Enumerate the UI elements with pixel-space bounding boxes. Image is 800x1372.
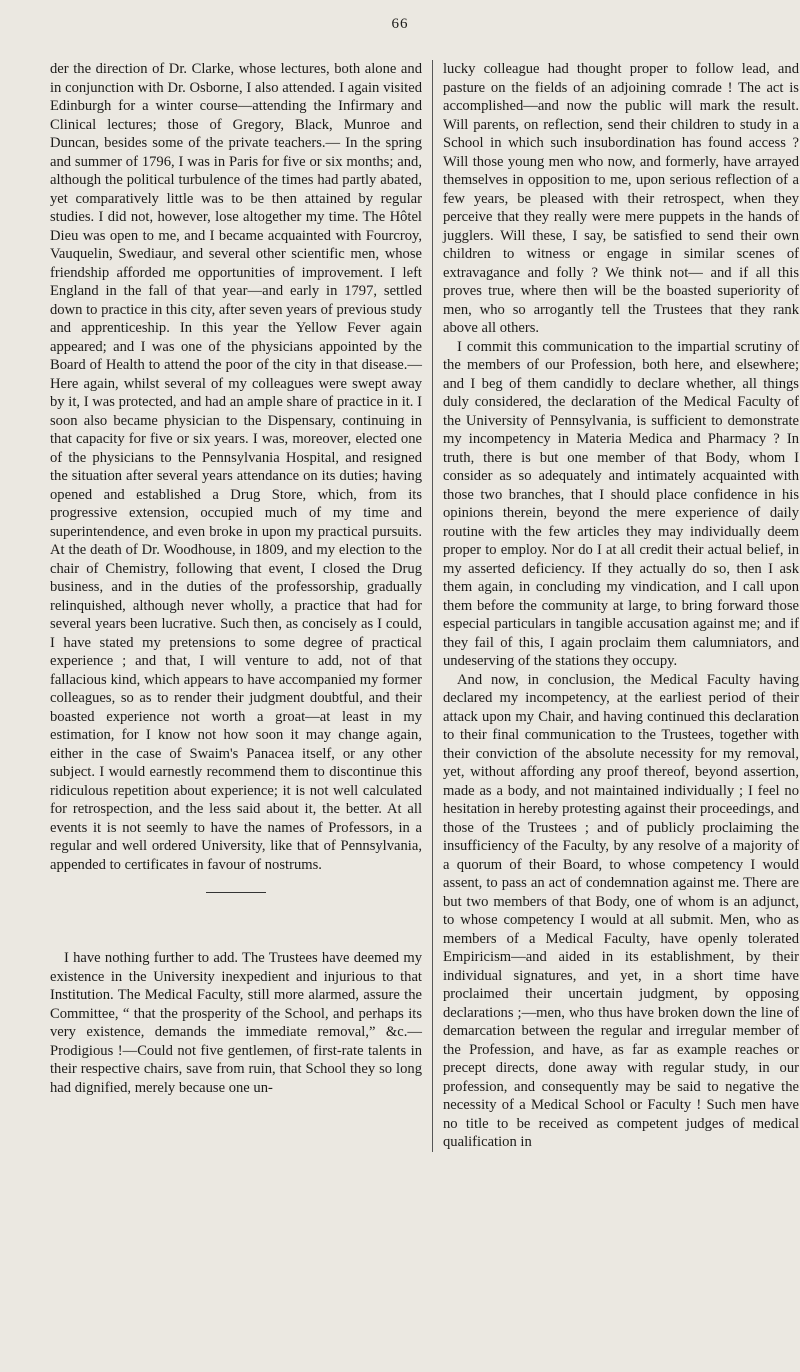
right-column (432, 60, 799, 1152)
spacer (50, 911, 422, 949)
page-number: 66 (391, 16, 409, 32)
paragraph: I commit this communication to the impartial scrutiny of the members of our Profession, both here, and elsewhere; and I beg of them candidly to declare whether, all things duly considered, the declaration of the Medical Faculty of the University of Pennsylvania, is sufficient to demonstrate my incompetency in Materia Medica and Pharmacy ? In truth, there is but one member of that Body, whom I consider as so adequately and intimately acquainted with those two branches, that I should place confidence in his opinions therein, beyond the mere experience of daily routine with the few articles they may individually deem proper to employ. Nor do I at all credit their actual belief, in my asserted deficiency. If they actually do so, then I ask them again, in concluding my vindication, and I call upon them before the community at large, to bring forward those especial particulars in tangible accusation against me; and if they fail of this, I again proclaim them calumniators, and undeserving of the stations they occupy. (443, 338, 799, 669)
paragraph: And now, in conclusion, the Medical Faculty having declared my incompetency, at the earliest period of their attack upon my Chair, and having continued this declaration to their final communication to the Trustees, together with their conviction of the absolute necessity for my removal, yet, without affording any proof thereof, beyond assertion, made as a body, and not maintained individually ; I feel no hesitation in hereby protesting against their proceedings, and those of the Trustees ; and of publicly proclaiming the insufficiency of the Faculty, by any resolve of a majority of a quorum of their Board, to whose competency I would assent, to pass an act of condemnation against me. There are but two members of that Body, one of whom is an adjunct, to whose competency I would at all submit. Men, who as members of a Medical Faculty, have openly tolerated Empiricism—and aided in its establishment, by their individual signatures, and yet, in a short time have proclaimed their uncertain judgment, by opposing declarations ;—men, who thus have broken down the line of demarcation between the regular and irregular member of the Profession, and have, as far as example reaches or precept directs, done away with regular study, in our profession, and consequently may be said to negative the necessity of a Medical School or Faculty ! Such men have no title to be received as competent judges of medical qualification in (443, 671, 799, 1150)
left-column (50, 60, 422, 1097)
section-divider (206, 892, 266, 893)
paragraph: lucky colleague had thought proper to follow lead, and pasture on the fields of an adjoining comrade ! The act is accomplished—and now the public will mark the result. Will parents, on reflection, send their children to study in a School in which such insubordination has found access ? Will those young men who now, and formerly, have arrayed themselves in opposition to me, upon serious reflection of a few years, be pleased with their retrospect, when they perceive that they really were mere puppets in the hands of jugglers. Will these, I say, be satisfied to send their own children to witness or engage in similar scenes of extravagance and folly ? We think not— and if all this proves true, where then will be the boasted superiority of men, who so arrogantly tell the Trustees that they rank above all others. (443, 61, 799, 336)
paragraph: I have nothing further to add. The Trustees have deemed my existence in the University inexpedient and injurious to that Institution. The Medical Faculty, still more alarmed, assure the Committee, “ that the prosperity of the School, and perhaps its very existence, demands the immediate removal,” &c.—Prodigious !—Could not five gentlemen, of first-rate talents in their respective chairs, save from ruin, that School they so long had dignified, merely because one un- (50, 950, 422, 1096)
paragraph: der the direction of Dr. Clarke, whose lectures, both alone and in conjunction with Dr. Osborne, I also attended. I again visited Edinburgh for a winter course—attending the Infirmary and Clinical lectures; those of Gregory, Black, Munroe and Duncan, besides some of the private teachers.— In the spring and summer of 1796, I was in Paris for five or six months; and, although the political turbulence of the times had partly abated, yet comparatively little was to be then attained by regular studies. I did not, however, lose altogether my time. The Hôtel Dieu was open to me, and I became acquainted with Fourcroy, Vauquelin, Swediaur, and several other scientific men, whose friendship afforded me opportunities of improvement. I left England in the fall of that year—and early in 1797, settled down to practice in this city, after seven years of previous study and apprenticeship. In this year the Yellow Fever again appeared; and I was one of the physicians appointed by the Board of Health to attend the poor of the city in that disease.— Here again, whilst several of my colleagues were swept away by it, I was protected, and had an ample share of practice in it. I soon also became physician to the Dispensary, continuing in that capacity for five or six years. I was, moreover, elected one of the physicians to the Pennsylvania Hospital, and resigned the situation after several years attendance on its duties; having opened and established a Drug Store, which, from its progressive extension, occupied much of my time and superintendence, and even broke in upon my practical pursuits. At the death of Dr. Woodhouse, in 1809, and my election to the chair of Chemistry, following that event, I closed the Drug business, and in the duties of the professorship, gradually relinquished, although never wholly, a practice that had for several years been lucrative. Such then, as concisely as I could, I have stated my pretensions to some degree of practical experience ; and that, I will venture to add, not of that fallacious kind, which appears to have accompanied my former colleagues, so as to render their judgment doubtful, and their boasted experience not worth a groat—at least in my estimation, for I know not how soon it may change again, either in the case of Swaim's Panacea itself, or any other subject. I would earnestly recommend them to discontinue this ridiculous repetition about experience; it is not well calculated for retrospection, and the less said about it, the better. At all events it is not seemly to have the names of Professors, in a regular and well ordered University, like that of Pennsylvania, appended to certificates in favour of nostrums. (50, 61, 422, 873)
